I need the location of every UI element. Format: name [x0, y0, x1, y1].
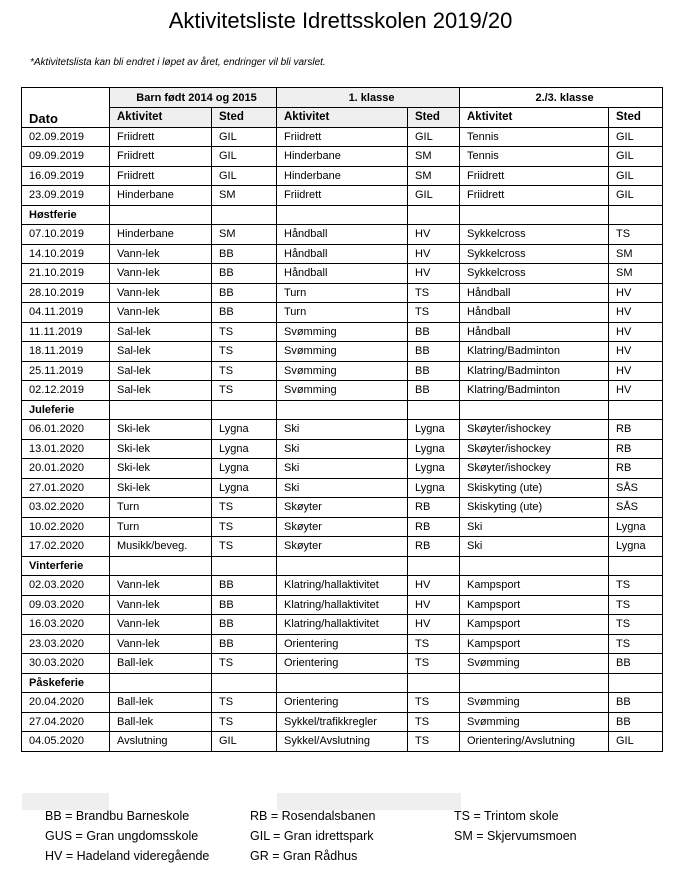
- klasse23-aktivitet-cell: Skiskyting (ute): [460, 478, 609, 498]
- date-cell: 23.09.2019: [22, 186, 110, 206]
- schedule-row: [22, 517, 663, 537]
- holiday-row: [22, 400, 663, 420]
- barn-aktivitet-cell: Hinderbane: [110, 225, 212, 245]
- barn-aktivitet-cell: Vann-lek: [110, 576, 212, 596]
- empty-cell: [277, 556, 408, 576]
- klasse23-aktivitet-cell: Tennis: [460, 147, 609, 167]
- klasse23-sted-cell: SÅS: [609, 478, 663, 498]
- klasse1-sted-cell: RB: [408, 517, 460, 537]
- schedule-row: [22, 732, 663, 752]
- date-cell: 16.09.2019: [22, 166, 110, 186]
- klasse1-aktivitet-cell: Skøyter: [277, 498, 408, 518]
- barn-sted-cell: BB: [212, 283, 277, 303]
- klasse23-aktivitet-cell: Klatring/Badminton: [460, 361, 609, 381]
- klasse1-sted-cell: TS: [408, 634, 460, 654]
- barn-sted-cell: GIL: [212, 127, 277, 147]
- date-cell: 25.11.2019: [22, 361, 110, 381]
- date-cell: 09.03.2020: [22, 595, 110, 615]
- klasse1-aktivitet-cell: Orientering: [277, 634, 408, 654]
- empty-cell: [110, 400, 212, 420]
- barn-sted-cell: BB: [212, 244, 277, 264]
- empty-cell: [212, 400, 277, 420]
- date-cell: 28.10.2019: [22, 283, 110, 303]
- klasse23-sted-cell: Lygna: [609, 517, 663, 537]
- klasse23-sted-cell: Lygna: [609, 537, 663, 557]
- empty-cell: [609, 205, 663, 225]
- klasse23-sted-cell: RB: [609, 459, 663, 479]
- klasse23-aktivitet-cell: Skøyter/ishockey: [460, 420, 609, 440]
- empty-cell: [277, 205, 408, 225]
- legend-hv: HV = Hadeland videregående: [45, 849, 210, 863]
- empty-cell: [609, 673, 663, 693]
- klasse1-sted-cell: RB: [408, 498, 460, 518]
- empty-cell: [212, 673, 277, 693]
- date-cell: 23.03.2020: [22, 634, 110, 654]
- empty-cell: [460, 673, 609, 693]
- schedule-table: [21, 87, 663, 752]
- holiday-row: [22, 205, 663, 225]
- schedule-row: [22, 166, 663, 186]
- barn-sted-cell: SM: [212, 225, 277, 245]
- klasse1-aktivitet-cell: Ski: [277, 478, 408, 498]
- klasse23-aktivitet-cell: Svømming: [460, 712, 609, 732]
- klasse1-sted-cell: HV: [408, 615, 460, 635]
- barn-aktivitet-cell: Sal-lek: [110, 381, 212, 401]
- klasse23-aktivitet-cell: Klatring/Badminton: [460, 342, 609, 362]
- klasse23-aktivitet-cell: Friidrett: [460, 186, 609, 206]
- barn-sted-cell: TS: [212, 498, 277, 518]
- klasse1-aktivitet-cell: Orientering: [277, 654, 408, 674]
- klasse23-sted-cell: HV: [609, 342, 663, 362]
- barn-aktivitet-cell: Musikk/beveg.: [110, 537, 212, 557]
- legend-ts: TS = Trintom skole: [454, 809, 559, 823]
- barn-aktivitet-cell: Ski-lek: [110, 420, 212, 440]
- schedule-row: [22, 342, 663, 362]
- klasse23-sted-cell: GIL: [609, 732, 663, 752]
- klasse1-aktivitet-cell: Friidrett: [277, 127, 408, 147]
- barn-aktivitet-cell: Avslutning: [110, 732, 212, 752]
- klasse1-sted-cell: HV: [408, 576, 460, 596]
- date-cell: 04.05.2020: [22, 732, 110, 752]
- klasse1-sted-cell: BB: [408, 342, 460, 362]
- barn-sted-cell: GIL: [212, 166, 277, 186]
- klasse23-aktivitet-cell: Håndball: [460, 283, 609, 303]
- barn-aktivitet-cell: Vann-lek: [110, 634, 212, 654]
- klasse1-aktivitet-cell: Sykkel/Avslutning: [277, 732, 408, 752]
- klasse23-sted-cell: TS: [609, 576, 663, 596]
- legend-bb: BB = Brandbu Barneskole: [45, 809, 190, 823]
- barn-sted-cell: BB: [212, 303, 277, 323]
- klasse1-aktivitet-cell: Skøyter: [277, 517, 408, 537]
- date-cell: 10.02.2020: [22, 517, 110, 537]
- klasse23-aktivitet-cell: Sykkelcross: [460, 264, 609, 284]
- klasse23-sted-cell: RB: [609, 439, 663, 459]
- barn-sted-cell: TS: [212, 693, 277, 713]
- klasse1-sted-cell: TS: [408, 732, 460, 752]
- klasse23-sted-cell: BB: [609, 693, 663, 713]
- date-cell: 30.03.2020: [22, 654, 110, 674]
- date-cell: 21.10.2019: [22, 264, 110, 284]
- schedule-row: [22, 147, 663, 167]
- klasse1-aktivitet-cell: Håndball: [277, 264, 408, 284]
- klasse1-aktivitet-cell: Svømming: [277, 322, 408, 342]
- klasse1-sted-cell: SM: [408, 166, 460, 186]
- klasse23-aktivitet-cell: Kampsport: [460, 615, 609, 635]
- barn-aktivitet-cell: Vann-lek: [110, 244, 212, 264]
- klasse23-aktivitet-cell: Kampsport: [460, 634, 609, 654]
- group-1-klasse: 1. klasse: [277, 88, 460, 108]
- klasse23-sted-cell: BB: [609, 712, 663, 732]
- barn-aktivitet-cell: Vann-lek: [110, 595, 212, 615]
- barn-aktivitet-cell: Sal-lek: [110, 322, 212, 342]
- klasse1-sted-cell: BB: [408, 361, 460, 381]
- klasse23-aktivitet-cell: Friidrett: [460, 166, 609, 186]
- klasse23-sted-cell: GIL: [609, 147, 663, 167]
- schedule-row: [22, 225, 663, 245]
- klasse23-sted-cell: GIL: [609, 166, 663, 186]
- date-cell: 02.03.2020: [22, 576, 110, 596]
- aktivitet-header-1-klasse: Aktivitet: [277, 108, 408, 128]
- klasse23-aktivitet-cell: Skøyter/ishockey: [460, 459, 609, 479]
- empty-cell: [408, 205, 460, 225]
- klasse1-sted-cell: HV: [408, 595, 460, 615]
- klasse23-aktivitet-cell: Håndball: [460, 303, 609, 323]
- barn-aktivitet-cell: Friidrett: [110, 166, 212, 186]
- schedule-row: [22, 654, 663, 674]
- klasse1-aktivitet-cell: Turn: [277, 303, 408, 323]
- dato-header: Dato: [22, 108, 110, 128]
- group-2-3-klasse: 2./3. klasse: [460, 88, 663, 108]
- klasse1-sted-cell: Lygna: [408, 439, 460, 459]
- empty-cell: [110, 556, 212, 576]
- holiday-row: [22, 556, 663, 576]
- empty-cell: [277, 673, 408, 693]
- klasse23-sted-cell: TS: [609, 634, 663, 654]
- holiday-row: [22, 673, 663, 693]
- empty-cell: [277, 400, 408, 420]
- group-barn: Barn født 2014 og 2015: [110, 88, 277, 108]
- klasse23-aktivitet-cell: Skøyter/ishockey: [460, 439, 609, 459]
- empty-cell: [408, 400, 460, 420]
- sted-header-2-3-klasse: Sted: [609, 108, 663, 128]
- barn-sted-cell: GIL: [212, 732, 277, 752]
- date-cell: 02.12.2019: [22, 381, 110, 401]
- klasse1-sted-cell: Lygna: [408, 420, 460, 440]
- empty-cell: [212, 556, 277, 576]
- holiday-label: Vinterferie: [22, 556, 110, 576]
- klasse23-sted-cell: HV: [609, 381, 663, 401]
- date-cell: 20.01.2020: [22, 459, 110, 479]
- barn-sted-cell: TS: [212, 381, 277, 401]
- klasse1-aktivitet-cell: Sykkel/trafikkregler: [277, 712, 408, 732]
- klasse23-sted-cell: RB: [609, 420, 663, 440]
- page-title: Aktivitetsliste Idrettsskolen 2019/20: [168, 8, 513, 33]
- klasse23-aktivitet-cell: Svømming: [460, 654, 609, 674]
- empty-cell: [408, 556, 460, 576]
- klasse23-sted-cell: BB: [609, 654, 663, 674]
- barn-aktivitet-cell: Sal-lek: [110, 342, 212, 362]
- barn-aktivitet-cell: Ski-lek: [110, 439, 212, 459]
- date-cell: 02.09.2019: [22, 127, 110, 147]
- klasse1-aktivitet-cell: Ski: [277, 420, 408, 440]
- barn-sted-cell: BB: [212, 595, 277, 615]
- klasse23-aktivitet-cell: Skiskyting (ute): [460, 498, 609, 518]
- barn-sted-cell: Lygna: [212, 478, 277, 498]
- schedule-row: [22, 439, 663, 459]
- empty-cell: [460, 205, 609, 225]
- klasse23-aktivitet-cell: Ski: [460, 537, 609, 557]
- empty-cell: [110, 673, 212, 693]
- barn-sted-cell: BB: [212, 634, 277, 654]
- barn-aktivitet-cell: Hinderbane: [110, 186, 212, 206]
- klasse23-sted-cell: HV: [609, 283, 663, 303]
- barn-aktivitet-cell: Vann-lek: [110, 264, 212, 284]
- klasse23-sted-cell: TS: [609, 615, 663, 635]
- barn-sted-cell: SM: [212, 186, 277, 206]
- klasse23-sted-cell: HV: [609, 303, 663, 323]
- schedule-row: [22, 693, 663, 713]
- empty-cell: [460, 556, 609, 576]
- klasse23-sted-cell: SÅS: [609, 498, 663, 518]
- klasse23-aktivitet-cell: Kampsport: [460, 576, 609, 596]
- barn-sted-cell: BB: [212, 615, 277, 635]
- schedule-row: [22, 595, 663, 615]
- klasse1-aktivitet-cell: Turn: [277, 283, 408, 303]
- date-cell: 18.11.2019: [22, 342, 110, 362]
- empty-cell: [609, 556, 663, 576]
- klasse23-aktivitet-cell: Sykkelcross: [460, 244, 609, 264]
- klasse23-aktivitet-cell: Svømming: [460, 693, 609, 713]
- empty-cell: [460, 400, 609, 420]
- schedule-row: [22, 381, 663, 401]
- schedule-row: [22, 615, 663, 635]
- klasse1-sted-cell: TS: [408, 693, 460, 713]
- klasse1-aktivitet-cell: Friidrett: [277, 186, 408, 206]
- klasse1-aktivitet-cell: Hinderbane: [277, 147, 408, 167]
- klasse1-sted-cell: HV: [408, 225, 460, 245]
- klasse1-sted-cell: HV: [408, 264, 460, 284]
- barn-sted-cell: GIL: [212, 147, 277, 167]
- barn-aktivitet-cell: Ball-lek: [110, 654, 212, 674]
- date-cell: 16.03.2020: [22, 615, 110, 635]
- barn-sted-cell: TS: [212, 361, 277, 381]
- klasse1-sted-cell: BB: [408, 322, 460, 342]
- date-cell: 14.10.2019: [22, 244, 110, 264]
- schedule-row: [22, 264, 663, 284]
- klasse1-sted-cell: TS: [408, 654, 460, 674]
- date-cell: 09.09.2019: [22, 147, 110, 167]
- disclaimer-note: *Aktivitetslista kan bli endret i løpet av året, endringer vil bli varslet.: [30, 57, 326, 68]
- klasse1-aktivitet-cell: Ski: [277, 459, 408, 479]
- klasse23-sted-cell: SM: [609, 244, 663, 264]
- barn-sted-cell: Lygna: [212, 439, 277, 459]
- klasse1-aktivitet-cell: Ski: [277, 439, 408, 459]
- schedule-row: [22, 244, 663, 264]
- klasse1-sted-cell: GIL: [408, 127, 460, 147]
- klasse1-aktivitet-cell: Skøyter: [277, 537, 408, 557]
- barn-aktivitet-cell: Ski-lek: [110, 459, 212, 479]
- aktivitet-header-2-3-klasse: Aktivitet: [460, 108, 609, 128]
- barn-aktivitet-cell: Friidrett: [110, 147, 212, 167]
- holiday-label: Høstferie: [22, 205, 110, 225]
- klasse1-sted-cell: BB: [408, 381, 460, 401]
- klasse1-aktivitet-cell: Klatring/hallaktivitet: [277, 576, 408, 596]
- klasse1-sted-cell: GIL: [408, 186, 460, 206]
- legend-sm: SM = Skjervumsmoen: [454, 829, 577, 843]
- schedule-row: [22, 459, 663, 479]
- group-header-row: [22, 88, 663, 108]
- barn-aktivitet-cell: Turn: [110, 517, 212, 537]
- schedule-row: [22, 498, 663, 518]
- klasse23-aktivitet-cell: Tennis: [460, 127, 609, 147]
- holiday-label: Juleferie: [22, 400, 110, 420]
- barn-sted-cell: Lygna: [212, 459, 277, 479]
- legend-rb: RB = Rosendalsbanen: [250, 809, 376, 823]
- schedule-row: [22, 283, 663, 303]
- klasse23-aktivitet-cell: Håndball: [460, 322, 609, 342]
- sted-header-1-klasse: Sted: [408, 108, 460, 128]
- schedule-row: [22, 322, 663, 342]
- footer-shade-1-klasse: [277, 793, 461, 810]
- date-cell: 07.10.2019: [22, 225, 110, 245]
- klasse1-sted-cell: SM: [408, 147, 460, 167]
- barn-sted-cell: TS: [212, 654, 277, 674]
- barn-aktivitet-cell: Vann-lek: [110, 283, 212, 303]
- date-cell: 11.11.2019: [22, 322, 110, 342]
- aktivitet-header-barn: Aktivitet: [110, 108, 212, 128]
- klasse23-aktivitet-cell: Kampsport: [460, 595, 609, 615]
- klasse23-aktivitet-cell: Sykkelcross: [460, 225, 609, 245]
- date-cell: 17.02.2020: [22, 537, 110, 557]
- schedule-row: [22, 712, 663, 732]
- empty-cell: [212, 205, 277, 225]
- klasse1-aktivitet-cell: Hinderbane: [277, 166, 408, 186]
- schedule-row: [22, 576, 663, 596]
- klasse1-sted-cell: Lygna: [408, 459, 460, 479]
- schedule-row: [22, 537, 663, 557]
- barn-aktivitet-cell: Vann-lek: [110, 303, 212, 323]
- klasse23-aktivitet-cell: Orientering/Avslutning: [460, 732, 609, 752]
- klasse1-aktivitet-cell: Orientering: [277, 693, 408, 713]
- barn-aktivitet-cell: Sal-lek: [110, 361, 212, 381]
- schedule-row: [22, 420, 663, 440]
- barn-sted-cell: BB: [212, 576, 277, 596]
- klasse23-aktivitet-cell: Klatring/Badminton: [460, 381, 609, 401]
- klasse1-aktivitet-cell: Svømming: [277, 361, 408, 381]
- klasse1-sted-cell: Lygna: [408, 478, 460, 498]
- klasse23-sted-cell: TS: [609, 595, 663, 615]
- column-header-row: [22, 108, 663, 128]
- barn-sted-cell: TS: [212, 517, 277, 537]
- barn-sted-cell: BB: [212, 264, 277, 284]
- klasse1-sted-cell: TS: [408, 303, 460, 323]
- klasse23-sted-cell: GIL: [609, 186, 663, 206]
- barn-aktivitet-cell: Vann-lek: [110, 615, 212, 635]
- dato-group-cell: [22, 88, 110, 108]
- date-cell: 27.01.2020: [22, 478, 110, 498]
- klasse23-sted-cell: TS: [609, 225, 663, 245]
- date-cell: 20.04.2020: [22, 693, 110, 713]
- barn-sted-cell: TS: [212, 712, 277, 732]
- klasse1-sted-cell: TS: [408, 283, 460, 303]
- legend-gr: GR = Gran Rådhus: [250, 849, 358, 863]
- holiday-label: Påskeferie: [22, 673, 110, 693]
- klasse1-aktivitet-cell: Klatring/hallaktivitet: [277, 615, 408, 635]
- barn-sted-cell: TS: [212, 322, 277, 342]
- barn-sted-cell: TS: [212, 342, 277, 362]
- klasse1-sted-cell: HV: [408, 244, 460, 264]
- schedule-row: [22, 303, 663, 323]
- date-cell: 13.01.2020: [22, 439, 110, 459]
- empty-cell: [110, 205, 212, 225]
- schedule-row: [22, 478, 663, 498]
- klasse1-aktivitet-cell: Svømming: [277, 342, 408, 362]
- location-legend: [0, 809, 681, 869]
- klasse1-aktivitet-cell: Håndball: [277, 225, 408, 245]
- legend-gus: GUS = Gran ungdomsskole: [45, 829, 199, 843]
- schedule-row: [22, 127, 663, 147]
- schedule-row: [22, 186, 663, 206]
- klasse1-sted-cell: RB: [408, 537, 460, 557]
- sted-header-barn: Sted: [212, 108, 277, 128]
- date-cell: 03.02.2020: [22, 498, 110, 518]
- barn-aktivitet-cell: Turn: [110, 498, 212, 518]
- date-cell: 06.01.2020: [22, 420, 110, 440]
- barn-aktivitet-cell: Friidrett: [110, 127, 212, 147]
- legend-gil: GIL = Gran idrettspark: [250, 829, 374, 843]
- date-cell: 04.11.2019: [22, 303, 110, 323]
- schedule-row: [22, 634, 663, 654]
- klasse1-aktivitet-cell: Håndball: [277, 244, 408, 264]
- date-cell: 27.04.2020: [22, 712, 110, 732]
- barn-aktivitet-cell: Ball-lek: [110, 712, 212, 732]
- barn-sted-cell: TS: [212, 537, 277, 557]
- barn-aktivitet-cell: Ball-lek: [110, 693, 212, 713]
- schedule-row: [22, 361, 663, 381]
- klasse1-aktivitet-cell: Svømming: [277, 381, 408, 401]
- klasse23-aktivitet-cell: Ski: [460, 517, 609, 537]
- klasse1-aktivitet-cell: Klatring/hallaktivitet: [277, 595, 408, 615]
- klasse1-sted-cell: TS: [408, 712, 460, 732]
- empty-cell: [408, 673, 460, 693]
- empty-cell: [609, 400, 663, 420]
- barn-aktivitet-cell: Ski-lek: [110, 478, 212, 498]
- barn-sted-cell: Lygna: [212, 420, 277, 440]
- klasse23-sted-cell: HV: [609, 361, 663, 381]
- klasse23-sted-cell: SM: [609, 264, 663, 284]
- klasse23-sted-cell: HV: [609, 322, 663, 342]
- klasse23-sted-cell: GIL: [609, 127, 663, 147]
- footer-shade-barn: [22, 793, 109, 810]
